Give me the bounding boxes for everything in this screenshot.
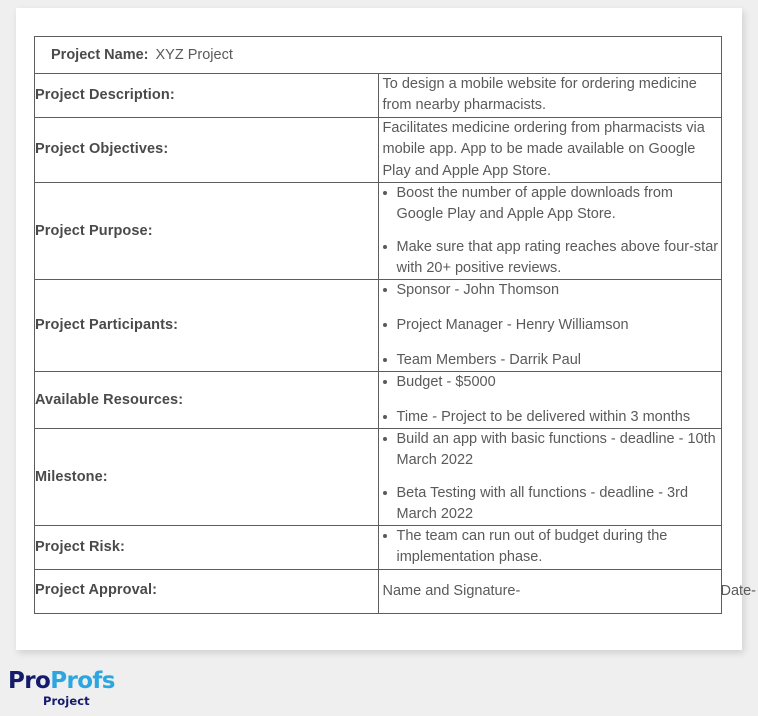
- row-label-project-participants: Project Participants:: [35, 280, 379, 372]
- row-label-project-risk: Project Risk:: [35, 526, 379, 569]
- row-value-project-purpose: [378, 183, 722, 280]
- row-label-available-resources: Available Resources:: [35, 372, 379, 429]
- approval-name-signature-field: Name and Signature-: [382, 582, 521, 599]
- project-name-label: Project Name:: [51, 47, 149, 63]
- bullet-list: [379, 429, 722, 525]
- brand-wordmark: [8, 670, 208, 693]
- project-name-cell: [35, 37, 722, 74]
- list-item: Build an app with basic functions - deadline - 10th March 2022: [379, 429, 722, 471]
- brand-product-name: Project: [43, 694, 90, 708]
- row-value-project-risk: [378, 526, 722, 569]
- table-row: [35, 74, 722, 118]
- table-row-project-name: [35, 37, 722, 74]
- table-row: [35, 429, 722, 526]
- list-item: Time - Project to be delivered within 3 months: [379, 407, 722, 428]
- row-label-project-purpose: Project Purpose:: [35, 183, 379, 280]
- row-label-project-description: Project Description:: [35, 74, 379, 118]
- list-item: Make sure that app rating reaches above four-star with 20+ positive reviews.: [379, 237, 722, 279]
- row-label-project-objectives: Project Objectives:: [35, 117, 379, 182]
- table-row: [35, 280, 722, 372]
- list-item: Beta Testing with all functions - deadline - 3rd March 2022: [379, 483, 722, 525]
- paragraph-text: Facilitates medicine ordering from pharmacists via mobile app. App to be made available on Google Play and Apple App Store.: [382, 119, 705, 179]
- list-item: Team Members - Darrik Paul: [379, 350, 722, 371]
- table-row: [35, 526, 722, 569]
- bullet-list: [379, 183, 722, 279]
- project-name-value: XYZ Project: [155, 47, 233, 63]
- bullet-list: [379, 280, 722, 371]
- list-item: Project Manager - Henry Williamson: [379, 315, 722, 336]
- table-row: [35, 117, 722, 182]
- list-item: Sponsor - John Thomson: [379, 280, 722, 301]
- row-value-project-objectives: [378, 117, 722, 182]
- row-value-project-participants: [378, 280, 722, 372]
- row-value-project-description: [378, 74, 722, 118]
- table-row: [35, 372, 722, 429]
- bullet-list: [379, 372, 722, 428]
- bullet-list: [379, 526, 722, 568]
- list-item: Boost the number of apple downloads from Google Play and Apple App Store.: [379, 183, 722, 225]
- list-item: Budget - $5000: [379, 372, 722, 393]
- paragraph-text: To design a mobile website for ordering medicine from nearby pharmacists.: [382, 76, 697, 114]
- document-card: [16, 8, 756, 650]
- table-row-project-approval: [35, 569, 722, 613]
- project-charter-table: [34, 36, 756, 614]
- row-label-milestone: Milestone:: [35, 429, 379, 526]
- row-value-milestone: [378, 429, 722, 526]
- row-value-available-resources: [378, 372, 722, 429]
- approval-date-field: Date-: [720, 582, 756, 599]
- brand-wordmark-pro: Pro: [8, 668, 51, 694]
- proprofs-project-logo: [8, 670, 208, 710]
- brand-wordmark-profs: Profs: [50, 668, 115, 694]
- row-label-project-approval: Project Approval:: [35, 569, 379, 613]
- list-item: The team can run out of budget during the implementation phase.: [379, 526, 722, 568]
- table-row: [35, 183, 722, 280]
- row-value-project-approval: [378, 569, 756, 613]
